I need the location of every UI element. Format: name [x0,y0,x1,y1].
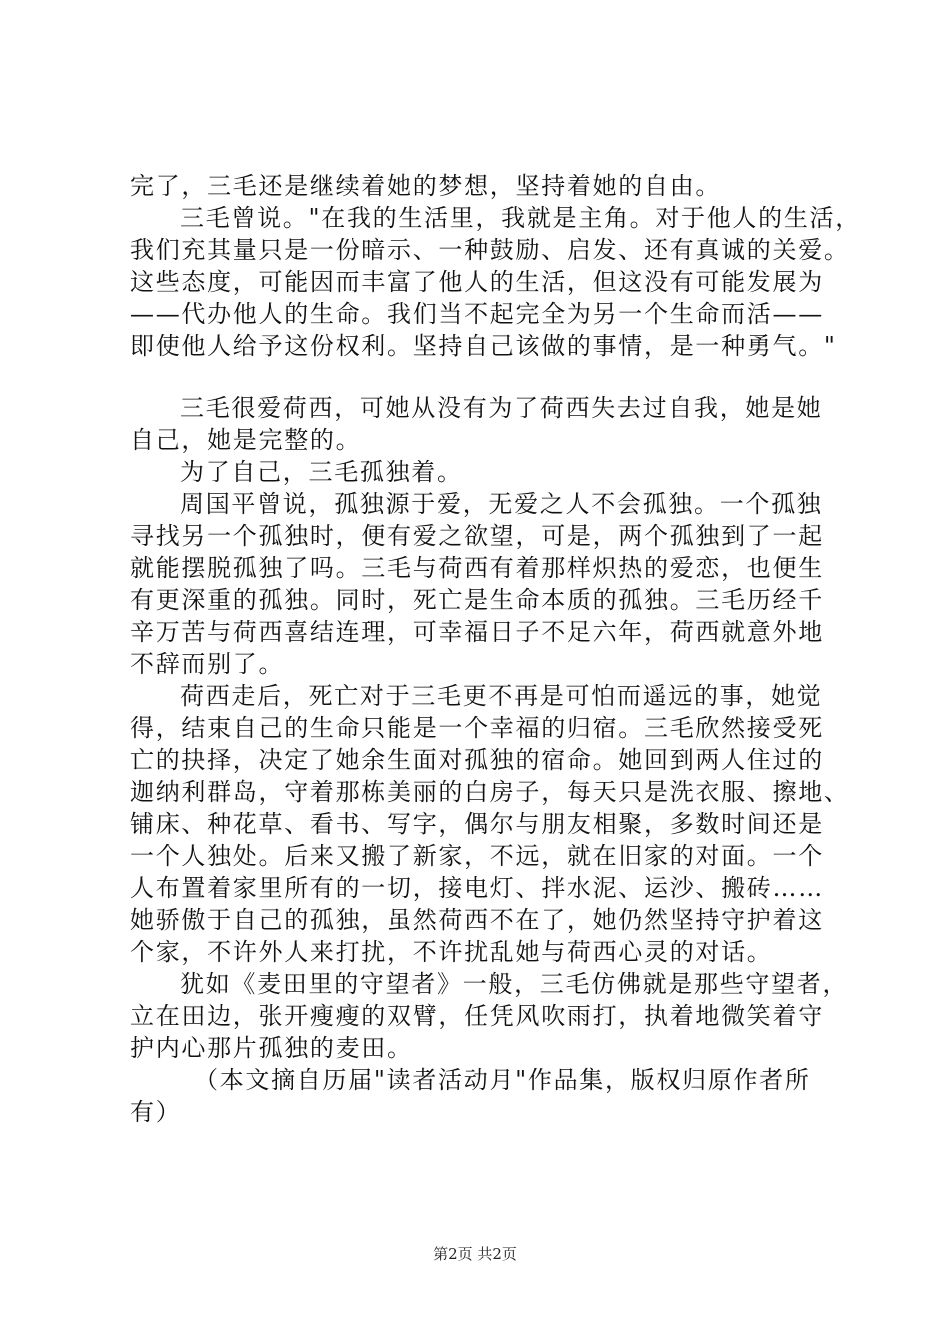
text-line: 寻找另一个孤独时，便有爱之欲望，可是，两个孤独到了一起 [130,522,824,550]
source-note: （本文摘自历届"读者活动月"作品集，版权归原作者所 [194,1066,811,1094]
text-line: 完了，三毛还是继续着她的梦想，坚持着她的自由。 [130,172,722,200]
text-line: 即使他人给予这份权利。坚持自己该做的事情，是一种勇气。" [130,332,837,360]
text-line: 就能摆脱孤独了吗。三毛与荷西有着那样炽热的爱恋，也便生 [130,554,824,582]
text-line: 我们充其量只是一份暗示、一种鼓励、启发、还有真诚的关爱。 [130,236,850,264]
paragraph-start: 为了自己，三毛孤独着。 [180,458,463,486]
text-line: 不辞而别了。 [130,650,285,678]
text-line: 她骄傲于自己的孤独，虽然荷西不在了，她仍然坚持守护着这 [130,906,824,934]
text-line: 辛万苦与荷西喜结连理，可幸福日子不足六年，荷西就意外地 [130,618,824,646]
text-line: 护内心那片孤独的麦田。 [130,1034,413,1062]
paragraph-start: 周国平曾说，孤独源于爱，无爱之人不会孤独。一个孤独 [180,490,823,518]
text-line: 人布置着家里所有的一切，接电灯、拌水泥、运沙、搬砖…… [130,874,824,902]
text-line: 一个人独处。后来又搬了新家，不远，就在旧家的对面。一个 [130,842,824,870]
paragraph-start: 三毛曾说。"在我的生活里，我就是主角。对于他人的生活， [180,204,861,232]
paragraph-start: 犹如《麦田里的守望者》一般，三毛仿佛就是那些守望者， [180,970,849,998]
source-note-continued: 有） [130,1098,182,1126]
text-line: 有更深重的孤独。同时，死亡是生命本质的孤独。三毛历经千 [130,586,824,614]
text-line: 自己，她是完整的。 [130,426,362,454]
text-line: 迦纳利群岛，守着那栋美丽的白房子，每天只是洗衣服、擦地、 [130,778,850,806]
text-line: 得，结束自己的生命只能是一个幸福的归宿。三毛欣然接受死 [130,714,824,742]
text-line: 亡的抉择，决定了她余生面对孤独的宿命。她回到两人住过的 [130,746,824,774]
text-line: 个家，不许外人来打扰，不许扰乱她与荷西心灵的对话。 [130,938,773,966]
paragraph-start: 荷西走后，死亡对于三毛更不再是可怕而遥远的事，她觉 [180,682,823,710]
paragraph-gap [130,362,842,392]
article-body [130,170,861,1128]
text-line: 铺床、种花草、看书、写字，偶尔与朋友相聚，多数时间还是 [130,810,824,838]
page-number-footer: 第2页 共2页 [433,1245,517,1263]
text-line: ——代办他人的生命。我们当不起完全为另一个生命而活—— [130,300,824,328]
text-line: 这些态度，可能因而丰富了他人的生活，但这没有可能发展为 [130,268,824,296]
text-line: 立在田边，张开瘦瘦的双臂，任凭风吹雨打，执着地微笑着守 [130,1002,824,1030]
paragraph-start: 三毛很爱荷西，可她从没有为了荷西失去过自我，她是她 [180,394,823,422]
